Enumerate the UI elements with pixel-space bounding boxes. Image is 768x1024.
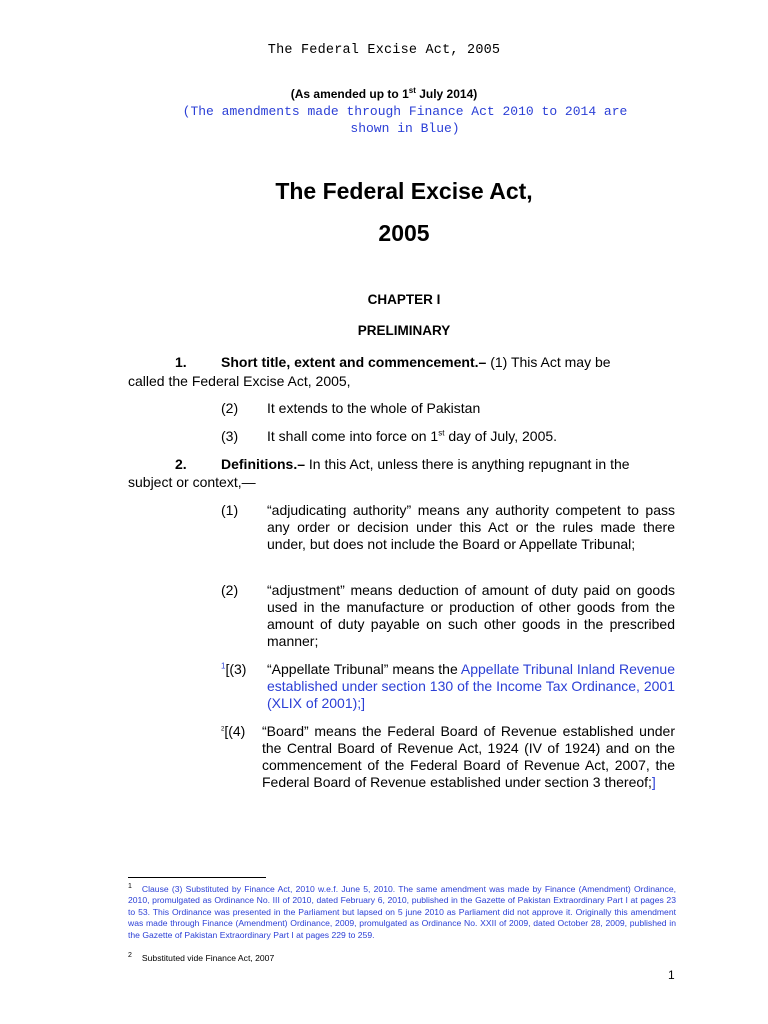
amendment-date-note: (As amended up to 1st July 2014) (290, 86, 478, 101)
document-title-line2: 2005 (378, 220, 430, 246)
section-1-continuation: called the Federal Excise Act, 2005, (128, 373, 351, 389)
section-1-sub3-number: (3) (221, 428, 239, 444)
section-1-sub2-text: It extends to the whole of Pakistan (267, 400, 481, 416)
section-1-sub2-number: (2) (221, 400, 239, 416)
blue-amendment-note: (The amendments made through Finance Act 2010 to 2014 are shown in Blue) (182, 104, 628, 136)
clause-2-text: “adjustment” means deduction of amount of duty paid on goods used in the manufacture or production of other goods from the amount of duty payable on such other goods in the prescribed manner; (267, 582, 675, 649)
clause-3-text: “Appellate Tribunal” means the Appellate Tribunal Inland Revenue established under section 130 of the Income Tax Ordinance, 2001 (XLIX of 2001);] (267, 661, 676, 711)
footnote-separator (128, 877, 266, 878)
chapter-number: CHAPTER I (367, 292, 441, 307)
footnote-ref-2[interactable]: 2 (221, 726, 225, 733)
running-header: The Federal Excise Act, 2005 (267, 43, 501, 58)
clause-1-number: (1) (221, 502, 239, 518)
chapter-name: PRELIMINARY (357, 323, 451, 338)
section-2-number: 2. (175, 456, 187, 472)
footnote-1: $^1$ Clause (3) Substituted by Finance Act, 2010 w.e.f. June 5, 2010. The same amendment was made by Finance (Amendment) Ordinance, 2010, promulgated as Ordinance No. III of 2010, dated February 6, 2010, published in the Gazette of Pakistan Extraordinary Part I at pages 23 to 53. This Ordinance was presented in the Parliament but lapsed on 5 june 2010 as Parliament did not approve it. Originally this amendment was made through Finance (Amendment) Ordinance, 2009, promulgated as Ordinance No. XXII of 2009, dated October 28, 2009, published in the Gazette of Pakistan Extraordinary Part I at pages 229 to 259. (128, 883, 676, 940)
document-title-line1: The Federal Excise Act, (275, 178, 533, 204)
section-1-heading-line: Short title, extent and commencement.– (1) This Act may be (221, 354, 611, 370)
section-1-sub3-text: It shall come into force on 1st day of July, 2005. (267, 428, 558, 444)
page-number: 1 (668, 968, 675, 982)
clause-4-number: $^2$[(4) (221, 723, 246, 739)
section-2-heading-line: Definitions.– In this Act, unless there is anything repugnant in the (221, 456, 630, 472)
clause-2-number: (2) (221, 582, 239, 598)
clause-1-text: “adjudicating authority” means any authority competent to pass any order or decision under this Act or the rules made there under, but does not include the Board or Appellate Tribunal; (267, 502, 675, 552)
clause-3-number: $^1$[(3) (221, 661, 247, 677)
section-1-number: 1. (175, 354, 187, 370)
clause-4-text: “Board” means the Federal Board of Revenue established under the Central Board of Revenue Act, 1924 (IV of 1924) and on the commencement of the Federal Board of Revenue Act, 2007, the Federal Board of Revenue established under section 3 thereof;] (262, 723, 675, 790)
footnote-ref-1[interactable]: 1 (221, 661, 226, 671)
footnote-2: $^2$ Substituted vide Finance Act, 2007 (128, 952, 275, 963)
section-2-continuation: subject or context,— (128, 474, 256, 490)
